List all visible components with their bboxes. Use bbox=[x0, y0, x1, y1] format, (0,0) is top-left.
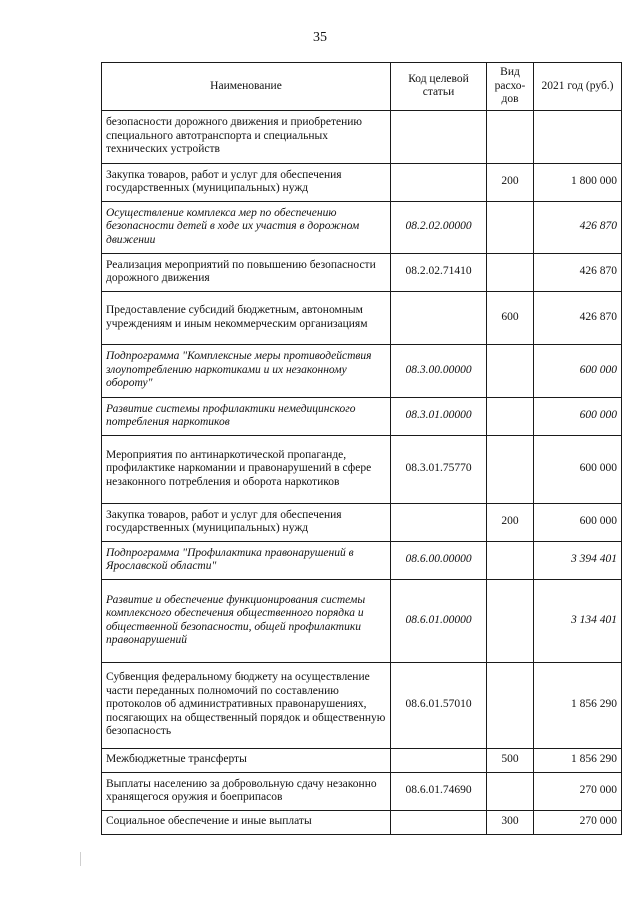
header-amount-2021: 2021 год (руб.) bbox=[534, 63, 622, 111]
table-row bbox=[102, 110, 622, 163]
row-name: Реализация мероприятий по повышению безопасности дорожного движения bbox=[102, 253, 391, 291]
table-row bbox=[102, 772, 622, 810]
row-amount: 600 000 bbox=[534, 344, 622, 397]
row-expense-type: 600 bbox=[487, 291, 534, 344]
row-amount bbox=[534, 110, 622, 163]
table-row bbox=[102, 435, 622, 503]
row-amount: 3 134 401 bbox=[534, 579, 622, 662]
row-name: Развитие и обеспечение функционирования системы комплексного обеспечения общественного порядка и общественной безопасности, общей профилактики правонарушений bbox=[102, 579, 391, 662]
row-name: Закупка товаров, работ и услуг для обеспечения государственных (муниципальных) нужд bbox=[102, 503, 391, 541]
row-amount: 1 800 000 bbox=[534, 163, 622, 201]
row-code: 08.2.02.00000 bbox=[391, 201, 487, 253]
row-name: Закупка товаров, работ и услуг для обеспечения государственных (муниципальных) нужд bbox=[102, 163, 391, 201]
table-row bbox=[102, 397, 622, 435]
table-row bbox=[102, 253, 622, 291]
row-name: Социальное обеспечение и иные выплаты bbox=[102, 810, 391, 834]
table-header-row bbox=[102, 63, 622, 111]
row-code: 08.6.01.74690 bbox=[391, 772, 487, 810]
page-number: 35 bbox=[313, 30, 327, 45]
row-code: 08.3.01.00000 bbox=[391, 397, 487, 435]
header-expense-type: Вид расхо-дов bbox=[487, 63, 534, 111]
row-amount: 270 000 bbox=[534, 772, 622, 810]
row-amount: 426 870 bbox=[534, 201, 622, 253]
row-name: Межбюджетные трансферты bbox=[102, 748, 391, 772]
row-amount: 600 000 bbox=[534, 435, 622, 503]
row-amount: 1 856 290 bbox=[534, 748, 622, 772]
table-row bbox=[102, 503, 622, 541]
row-expense-type: 200 bbox=[487, 163, 534, 201]
row-code: 08.6.01.00000 bbox=[391, 579, 487, 662]
row-code: 08.3.01.75770 bbox=[391, 435, 487, 503]
row-expense-type bbox=[487, 435, 534, 503]
row-expense-type bbox=[487, 201, 534, 253]
row-amount: 426 870 bbox=[534, 253, 622, 291]
row-expense-type bbox=[487, 344, 534, 397]
table-row bbox=[102, 579, 622, 662]
table-row bbox=[102, 810, 622, 834]
row-name: Осуществление комплекса мер по обеспечению безопасности детей в ходе их участия в дорожном движении bbox=[102, 201, 391, 253]
row-name: Подпрограмма "Профилактика правонарушений в Ярославской области" bbox=[102, 541, 391, 579]
row-expense-type bbox=[487, 541, 534, 579]
row-expense-type bbox=[487, 579, 534, 662]
row-code: 08.2.02.71410 bbox=[391, 253, 487, 291]
row-name: Выплаты населению за добровольную сдачу незаконно хранящегося оружия и боеприпасов bbox=[102, 772, 391, 810]
table-row bbox=[102, 344, 622, 397]
row-code bbox=[391, 110, 487, 163]
table-row bbox=[102, 541, 622, 579]
row-expense-type: 300 bbox=[487, 810, 534, 834]
row-code bbox=[391, 291, 487, 344]
table-row bbox=[102, 662, 622, 748]
row-amount: 270 000 bbox=[534, 810, 622, 834]
row-code bbox=[391, 748, 487, 772]
row-amount: 426 870 bbox=[534, 291, 622, 344]
row-expense-type bbox=[487, 110, 534, 163]
table-row bbox=[102, 163, 622, 201]
row-name: Мероприятия по антинаркотической пропаганде, профилактике наркомании и правонарушений в сфере незаконного потребления и оборота наркотиков bbox=[102, 435, 391, 503]
row-name: Развитие системы профилактики немедицинского потребления наркотиков bbox=[102, 397, 391, 435]
row-amount: 3 394 401 bbox=[534, 541, 622, 579]
row-expense-type: 500 bbox=[487, 748, 534, 772]
row-code: 08.6.00.00000 bbox=[391, 541, 487, 579]
row-code bbox=[391, 503, 487, 541]
row-expense-type bbox=[487, 662, 534, 748]
row-amount: 600 000 bbox=[534, 397, 622, 435]
row-name: Предоставление субсидий бюджетным, автономным учреждениям и иным некоммерческим организациям bbox=[102, 291, 391, 344]
row-expense-type bbox=[487, 397, 534, 435]
row-name: Субвенция федеральному бюджету на осуществление части переданных полномочий по составлению протоколов об административных правонарушениях, посягающих на общественный порядок и общественную безопасность bbox=[102, 662, 391, 748]
row-expense-type bbox=[487, 772, 534, 810]
row-name: Подпрограмма "Комплексные меры противодействия злоупотреблению наркотиками и их незаконному обороту" bbox=[102, 344, 391, 397]
table-row bbox=[102, 201, 622, 253]
table-row bbox=[102, 291, 622, 344]
row-code bbox=[391, 810, 487, 834]
row-amount: 600 000 bbox=[534, 503, 622, 541]
row-code bbox=[391, 163, 487, 201]
header-name: Наименование bbox=[102, 63, 391, 111]
header-code: Код целевой статьи bbox=[391, 63, 487, 111]
row-expense-type bbox=[487, 253, 534, 291]
row-code: 08.3.00.00000 bbox=[391, 344, 487, 397]
row-amount: 1 856 290 bbox=[534, 662, 622, 748]
row-expense-type: 200 bbox=[487, 503, 534, 541]
row-name: безопасности дорожного движения и приобретению специального автотранспорта и специальных технических устройств bbox=[102, 110, 391, 163]
row-code: 08.6.01.57010 bbox=[391, 662, 487, 748]
budget-table bbox=[101, 62, 622, 835]
table-row bbox=[102, 748, 622, 772]
margin-mark bbox=[80, 852, 81, 866]
